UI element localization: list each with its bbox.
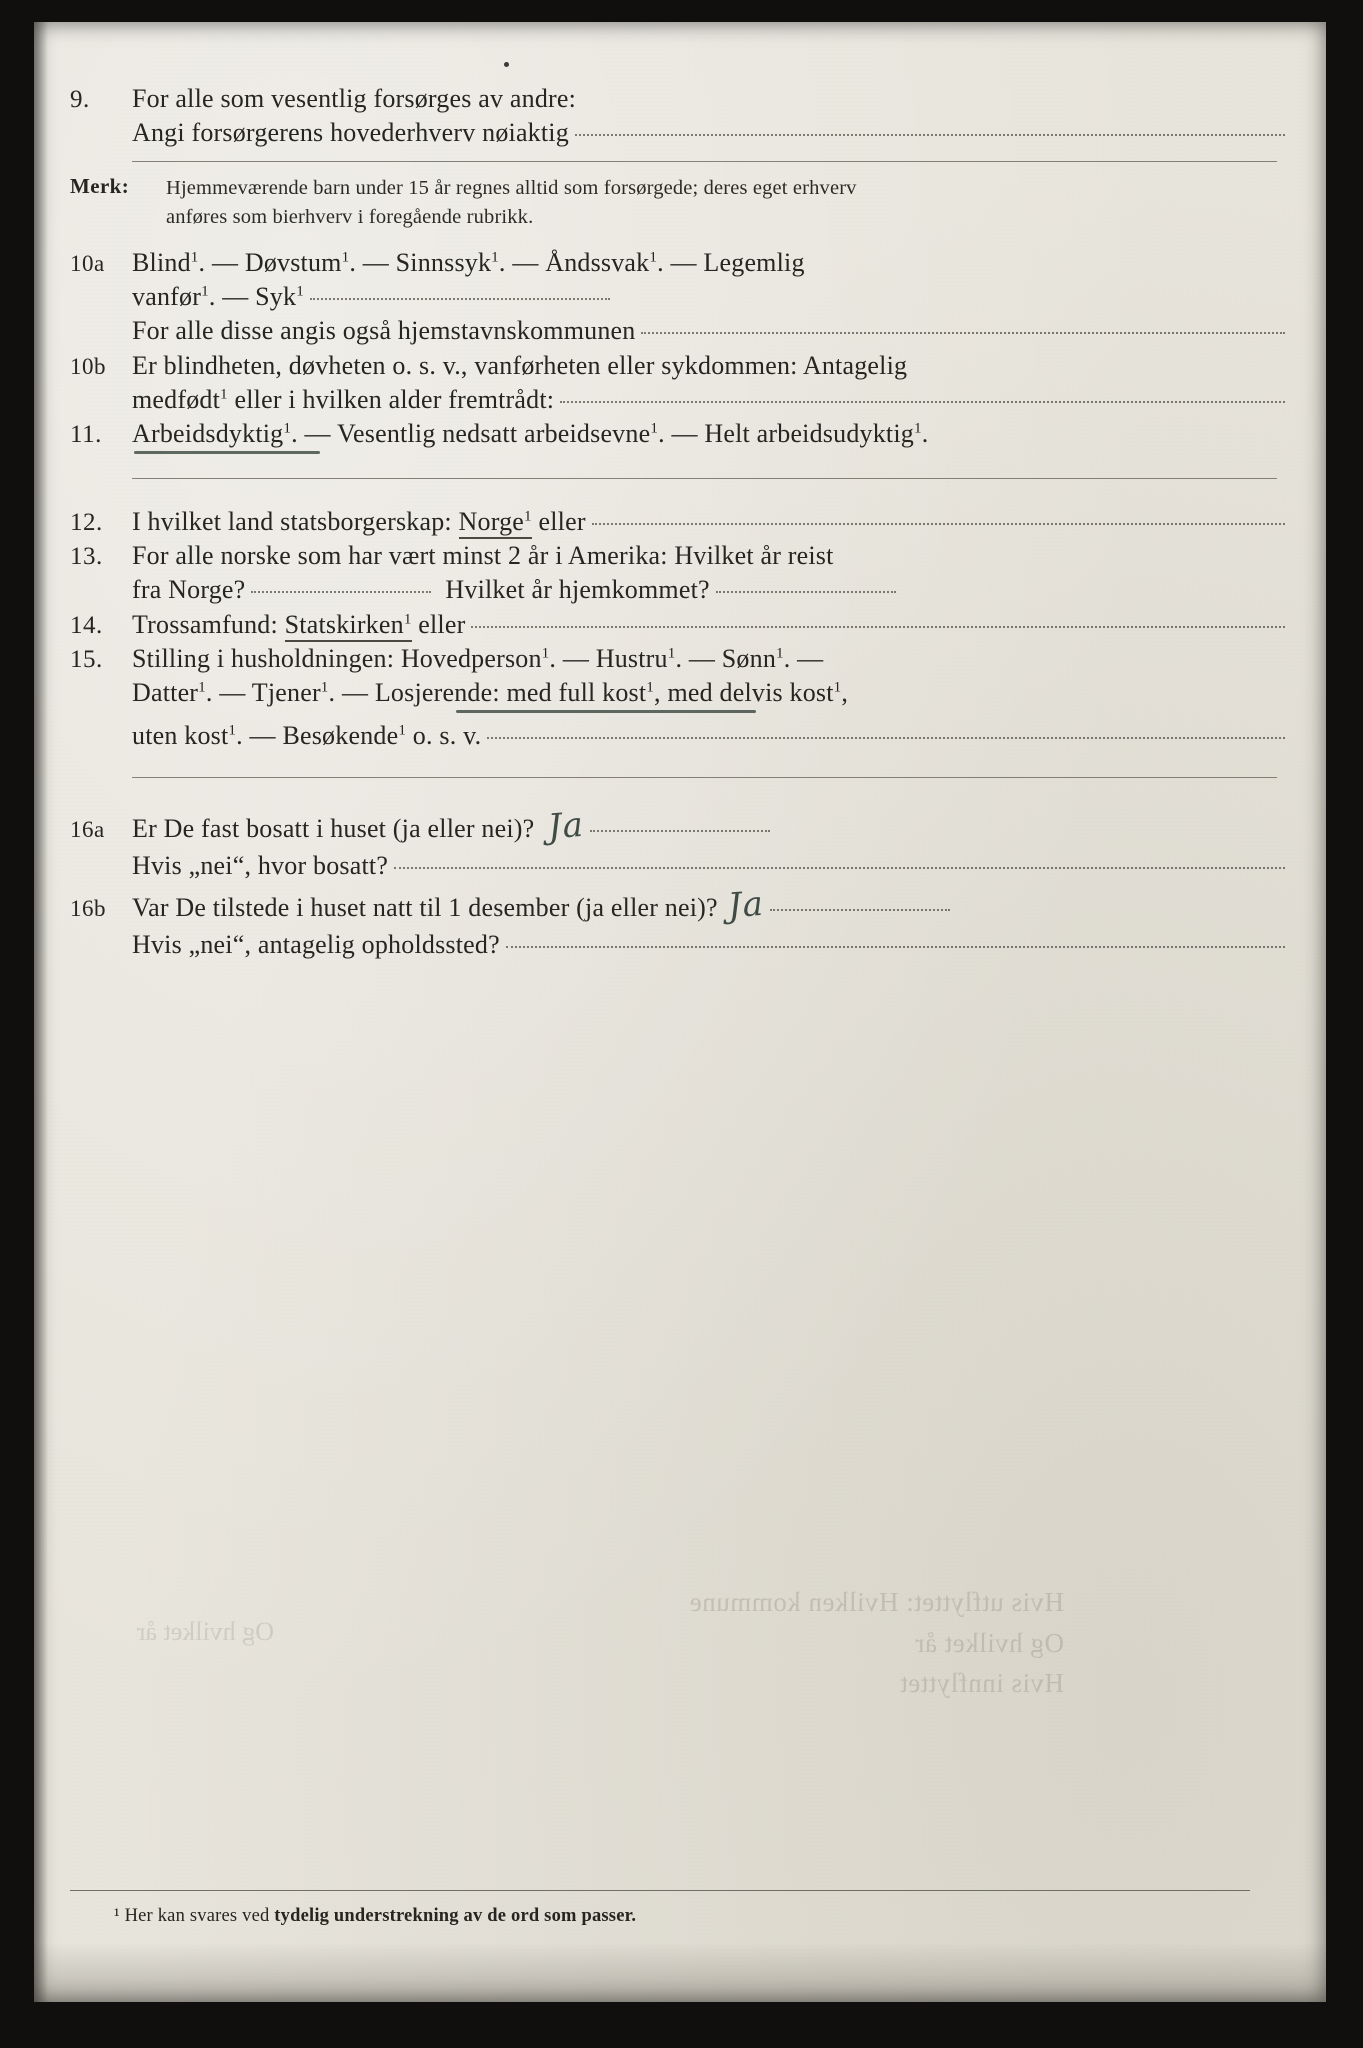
bleed-line-2: Og hvilket år [915, 1627, 1064, 1658]
bleed-through-text-right [364, 1582, 1064, 1704]
bottom-edge-shadow [34, 1942, 1326, 2002]
question-16a-line2 [70, 849, 1285, 883]
question-15-number: 15. [70, 645, 103, 673]
answer-line-13b[interactable] [716, 590, 896, 593]
question-16a-text: Er De fast bosatt i huset (ja eller nei)? [132, 813, 535, 843]
question-14-text-post: eller [418, 609, 466, 639]
question-12-text [132, 505, 586, 539]
question-14-text-pre: Trossamfund: [132, 609, 278, 639]
question-16b-answer-wrap [728, 883, 764, 928]
question-16b-text: Var De tilstede i huset natt til 1 desember (ja eller nei)? [132, 893, 718, 923]
question-16a-text-2: Hvis „nei“, hvor bosatt? [132, 850, 389, 880]
question-10a-line2 [70, 280, 1285, 314]
question-16a [70, 804, 1285, 849]
bleed-through-text-left [94, 1612, 274, 1651]
bleed-line-3: Hvis innflyttet [899, 1668, 1064, 1698]
question-12-number: 12. [70, 508, 103, 536]
question-15 [70, 642, 1285, 676]
question-10b [70, 349, 1285, 383]
question-9-number: 9. [70, 86, 90, 113]
question-13-text-2b: Hvilket år hjemkommet? [445, 575, 710, 605]
question-13 [70, 539, 1285, 573]
footnote-text-pre: Her kan svares ved [124, 1906, 275, 1926]
question-14-text [132, 608, 465, 642]
question-12-text-pre: I hvilket land statsborgerskap: [132, 506, 452, 536]
question-10a [70, 246, 1285, 280]
spacer-1 [70, 232, 1285, 246]
question-11-text: Arbeidsdyktig$^1$. — Vesentlig nedsatt arbeidsevne$^1$. — Helt arbeidsudyktig$^1$. [132, 419, 929, 449]
question-12-underlined-answer[interactable]: Norge$^1$ [459, 507, 532, 539]
question-10b-text: Er blindheten, døvheten o. s. v., vanførheten eller sykdommen: Antagelig [132, 350, 908, 380]
question-12 [70, 505, 1285, 539]
question-15-line3 [70, 719, 1285, 753]
question-11-number: 11. [70, 421, 102, 449]
question-12-text-post: eller [538, 506, 586, 536]
spacer-2 [70, 491, 1285, 505]
answer-line-16b[interactable] [770, 908, 950, 911]
question-10a-text-3: For alle disse angis også hjemstavnskommunen [132, 316, 636, 346]
answer-rule-15[interactable] [132, 777, 1277, 778]
answer-line-10a-3[interactable] [641, 331, 1285, 334]
question-10a-line3 [70, 314, 1285, 348]
handwritten-underline-losjerende [456, 710, 756, 713]
question-14-number: 14. [70, 611, 103, 639]
question-15-line2 [70, 676, 1285, 710]
question-15-text-3: uten kost$^1$. — Besøkende$^1$ o. s. v. [132, 720, 482, 750]
question-16b-number: 16b [70, 896, 106, 922]
answer-line-10b[interactable] [560, 400, 1285, 403]
question-10b-number: 10b [70, 353, 106, 379]
question-9-sub-text: Angi forsørgerens hovederhverv nøiaktig [132, 118, 569, 148]
form-content [70, 82, 1285, 962]
question-14 [70, 608, 1285, 642]
footnote-marker: ¹ [114, 1906, 120, 1926]
note-body [166, 174, 857, 232]
note-line-1: Hjemmeværende barn under 15 år regnes alltid som forsørgede; deres eget erhverv [166, 176, 857, 199]
question-15-text-2: Datter$^1$. — Tjener$^1$. — Losjerende: med full kost$^1$, med delvis kost$^1$, [132, 678, 849, 708]
answer-rule-9[interactable] [132, 161, 1277, 162]
answer-line-16a[interactable] [590, 829, 770, 832]
question-9 [70, 82, 1285, 116]
question-10a-text: Blind$^1$. — Døvstum$^1$. — Sinnssyk$^1$. — Åndssvak$^1$. — Legemlig [132, 247, 805, 277]
question-16a-number: 16a [70, 816, 105, 842]
footnote-text-bold: tydelig understrekning av de ord som passer. [274, 1906, 637, 1926]
question-16b-handwritten-answer[interactable]: Ja [726, 883, 765, 927]
answer-line-13a[interactable] [251, 590, 431, 593]
left-edge-shadow [34, 22, 48, 2002]
answer-line-10a[interactable] [310, 297, 610, 300]
question-13-number: 13. [70, 543, 103, 571]
answer-line-14[interactable] [471, 625, 1285, 628]
question-13-text: For alle norske som har vært minst 2 år i Amerika: Hvilket år reist [132, 541, 834, 571]
footnote [114, 1906, 636, 1927]
question-16b [70, 883, 1285, 928]
question-13-text-2a: fra Norge? [132, 575, 246, 605]
answer-line-16b-2[interactable] [506, 945, 1285, 948]
question-16b-line2 [70, 928, 1285, 962]
bleed-left-line-1: Og hvilket år [136, 1617, 274, 1646]
note-label: Merk: [70, 173, 130, 198]
note-line-2: anføres som bierhverv i foregående rubrikk. [166, 205, 534, 228]
question-10b-line2 [70, 383, 1285, 417]
answer-line-9[interactable] [575, 133, 1285, 136]
question-13-line2 [70, 573, 1285, 607]
question-10a-number: 10a [70, 250, 105, 276]
question-16a-handwritten-answer[interactable]: Ja [547, 804, 586, 848]
question-10a-text-2: vanfør$^1$. — Syk$^1$ [132, 282, 304, 312]
answer-line-15[interactable] [487, 736, 1285, 739]
question-9-text: For alle som vesentlig forsørges av andre: [132, 84, 577, 113]
question-11 [70, 417, 1285, 451]
question-15-text: Stilling i husholdningen: Hovedperson$^1$. — Hustru$^1$. — Sønn$^1$. — [132, 643, 824, 673]
question-16b-text-2: Hvis „nei“, antagelig opholdssted? [132, 929, 500, 959]
answer-rule-11[interactable] [132, 478, 1277, 479]
ink-dot [504, 62, 509, 67]
question-9-subline [70, 116, 1285, 150]
bleed-line-1: Hvis utflyttet: Hvilken kommune [689, 1587, 1064, 1617]
handwritten-underline-arbeidsdyktig [134, 451, 320, 454]
spacer-3 [70, 790, 1285, 804]
question-10b-text-2: medfødt$^1$ eller i hvilken alder fremtrådt: [132, 385, 555, 415]
paper-sheet [34, 22, 1326, 2002]
answer-line-16a-2[interactable] [394, 866, 1285, 869]
footnote-divider [70, 1890, 1250, 1891]
question-16a-answer-wrap [548, 804, 584, 849]
question-14-underlined-answer[interactable]: Statskirken$^1$ [285, 610, 412, 642]
answer-line-12[interactable] [592, 522, 1285, 525]
note-block [70, 174, 1285, 232]
